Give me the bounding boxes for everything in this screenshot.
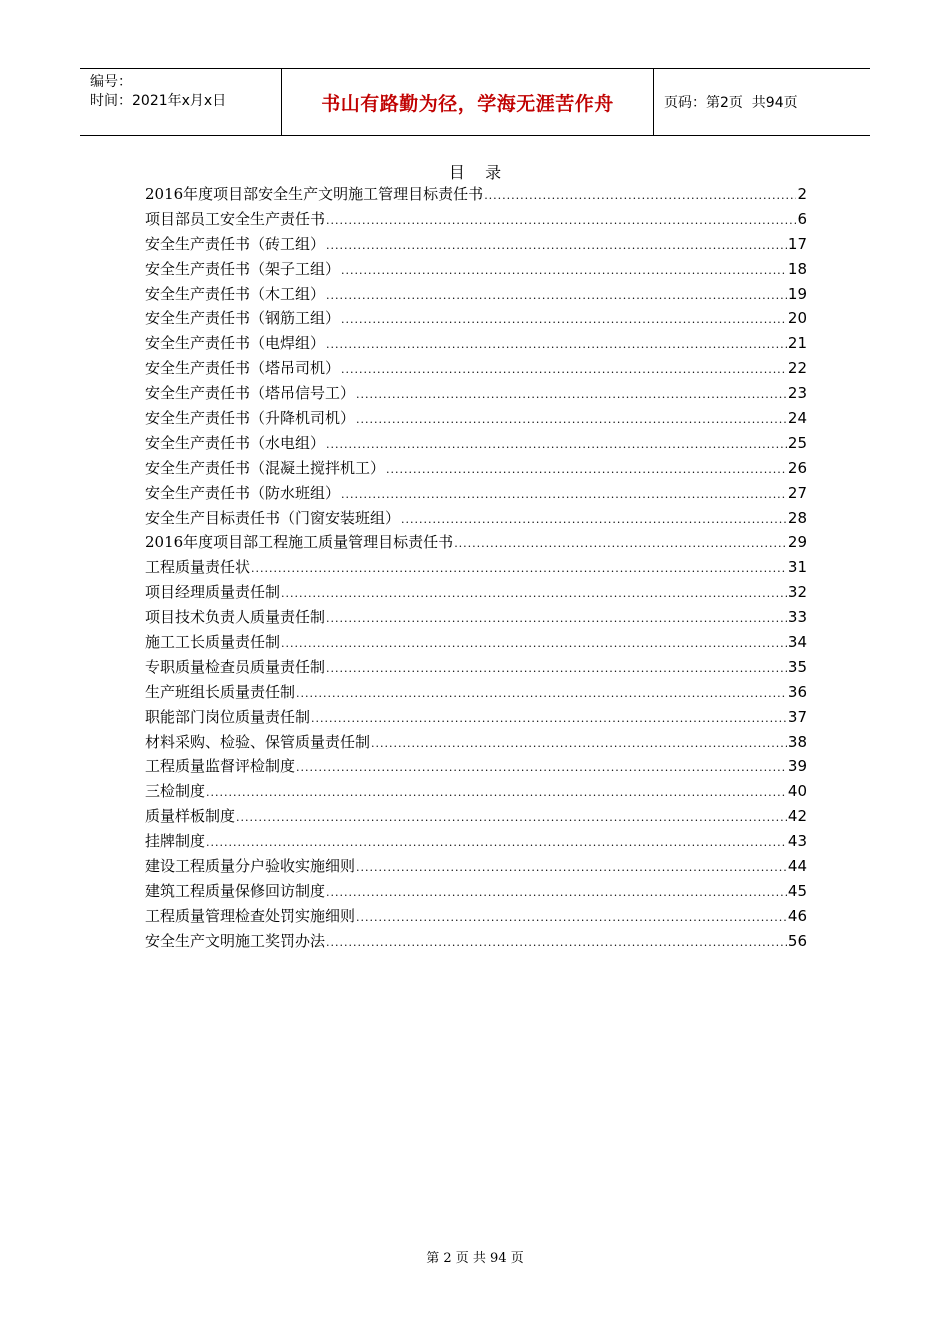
toc-entry-title: 三检制度 [145,782,206,801]
toc-entry-title: 安全生产目标责任书（门窗安装班组） [145,508,401,527]
toc-entry[interactable] [145,456,807,481]
toc-entry-page: 35 [787,657,807,676]
toc-entry-title: 项目部员工安全生产责任书 [145,209,326,228]
toc-entry-title: 安全生产责任书（升降机司机） [145,409,356,428]
toc-entry-page: 42 [787,807,807,826]
toc-entry-title: 项目技术负责人质量责任制 [145,608,326,627]
toc-entry[interactable] [145,730,807,755]
toc-entry[interactable] [145,232,807,257]
toc-dot-leader [326,234,787,259]
toc-entry[interactable] [145,754,807,779]
toc-entry-page: 17 [787,234,807,253]
toc-entry[interactable] [145,282,807,307]
toc-entry-page: 28 [787,508,807,527]
toc-entry-page: 22 [787,359,807,378]
toc-entry[interactable] [145,406,807,431]
toc-entry[interactable] [145,804,807,829]
toc-dot-leader [326,433,787,458]
header-page-info [654,69,870,135]
toc-entry-page: 56 [787,931,807,950]
toc-dot-leader [251,557,787,582]
toc-entry[interactable] [145,680,807,705]
toc-dot-leader [281,632,787,657]
toc-entry-page: 34 [787,633,807,652]
toc-entry[interactable] [145,306,807,331]
toc-dot-leader [356,906,787,931]
toc-entry[interactable] [145,431,807,456]
toc-dot-leader [326,284,787,309]
toc-entry-page: 6 [797,209,807,228]
toc-entry-title: 安全生产责任书（水电组） [145,433,326,452]
toc-entry-page: 39 [787,757,807,776]
toc-dot-leader [371,732,787,757]
toc-entry-page: 33 [787,608,807,627]
toc-entry-title: 工程质量管理检查处罚实施细则 [145,906,356,925]
toc-dot-leader [454,532,787,557]
toc-entry-page: 24 [787,409,807,428]
toc-entry[interactable] [145,331,807,356]
toc-dot-leader [326,657,787,682]
toc-dot-leader [341,259,787,284]
toc-entry-page: 45 [787,881,807,900]
toc-dot-leader [296,682,787,707]
table-of-contents [145,182,807,954]
toc-dot-leader [326,607,787,632]
toc-entry-title: 安全生产责任书（砖工组） [145,234,326,253]
toc-entry[interactable] [145,580,807,605]
toc-entry-page: 36 [787,682,807,701]
toc-title-text: 目 录 [448,163,502,182]
toc-dot-leader [386,458,787,483]
toc-entry-title: 工程质量监督评检制度 [145,757,296,776]
toc-entry[interactable] [145,207,807,232]
toc-dot-leader [326,931,787,956]
toc-entry-page: 40 [787,782,807,801]
toc-entry[interactable] [145,356,807,381]
toc-entry[interactable] [145,630,807,655]
toc-dot-leader [311,707,787,732]
toc-dot-leader [326,333,787,358]
toc-entry-title: 质量样板制度 [145,807,236,826]
header-meta [80,69,282,135]
toc-dot-leader [341,483,787,508]
toc-entry[interactable] [145,929,807,954]
toc-entry-page: 31 [787,558,807,577]
toc-entry-page: 19 [787,284,807,303]
toc-dot-leader [206,781,787,806]
toc-entry-title: 2016年度项目部工程施工质量管理目标责任书 [145,533,454,552]
header-page-info-text: 页码：第2页 共94页 [664,95,798,111]
toc-entry-title: 项目经理质量责任制 [145,583,281,602]
toc-entry-title: 建设工程质量分户验收实施细则 [145,857,356,876]
toc-dot-leader [236,806,787,831]
toc-entry[interactable] [145,506,807,531]
toc-entry-title: 安全生产责任书（混凝土搅拌机工） [145,458,386,477]
toc-entry-title: 安全生产责任书（钢筋工组） [145,309,341,328]
toc-dot-leader [341,308,787,333]
toc-entry-title: 工程质量责任状 [145,558,251,577]
toc-entry-title: 安全生产文明施工奖罚办法 [145,931,326,950]
toc-entry[interactable] [145,381,807,406]
toc-entry-title: 安全生产责任书（架子工组） [145,259,341,278]
toc-entry-title: 材料采购、检验、保管质量责任制 [145,732,371,751]
toc-dot-leader [356,856,787,881]
toc-entry-page: 26 [787,458,807,477]
toc-entry-page: 46 [787,906,807,925]
toc-entry[interactable] [145,879,807,904]
toc-entry-page: 18 [787,259,807,278]
document-number-label: 编号： [90,74,132,90]
toc-dot-leader [281,582,787,607]
toc-entry-page: 38 [787,732,807,751]
toc-title [0,160,950,183]
toc-entry[interactable] [145,829,807,854]
toc-entry[interactable] [145,854,807,879]
header-motto: 书山有路勤为径，学海无涯苦作舟 [282,69,654,135]
page-header [80,68,870,136]
toc-dot-leader [326,881,787,906]
toc-dot-leader [356,383,787,408]
toc-entry-title: 挂牌制度 [145,832,206,851]
toc-entry-page: 44 [787,857,807,876]
toc-entry-page: 2 [797,185,807,203]
toc-dot-leader [356,408,787,433]
toc-entry[interactable] [145,904,807,929]
toc-entry[interactable] [145,182,807,207]
toc-entry[interactable] [145,705,807,730]
toc-dot-leader [484,184,796,209]
toc-dot-leader [401,508,787,533]
toc-entry-page: 25 [787,433,807,452]
toc-entry-title: 安全生产责任书（木工组） [145,284,326,303]
toc-entry[interactable] [145,481,807,506]
toc-dot-leader [326,209,796,234]
document-time-label: 时间：2021年x月x日 [90,93,227,109]
footer-page-number: 第 2 页 共 94 页 [426,1251,524,1266]
toc-entry-page: 23 [787,384,807,403]
toc-dot-leader [206,831,787,856]
toc-entry-title: 安全生产责任书（塔吊信号工） [145,384,356,403]
toc-entry[interactable] [145,779,807,804]
toc-entry-page: 27 [787,483,807,502]
toc-entry-title: 安全生产责任书（电焊组） [145,334,326,353]
toc-entry[interactable] [145,555,807,580]
toc-entry-page: 37 [787,707,807,726]
toc-entry-page: 20 [787,309,807,328]
toc-dot-leader [296,756,787,781]
toc-entry-title: 安全生产责任书（塔吊司机） [145,359,341,378]
toc-entry[interactable] [145,655,807,680]
toc-entry-title: 建筑工程质量保修回访制度 [145,881,326,900]
toc-entry-title: 2016年度项目部安全生产文明施工管理目标责任书 [145,185,484,203]
toc-entry-page: 43 [787,832,807,851]
toc-entry-title: 施工工长质量责任制 [145,633,281,652]
toc-entry-page: 32 [787,583,807,602]
toc-entry-page: 29 [787,533,807,552]
toc-entry[interactable] [145,605,807,630]
toc-dot-leader [341,358,787,383]
toc-entry-title: 专职质量检查员质量责任制 [145,657,326,676]
toc-entry-page: 21 [787,334,807,353]
toc-entry-title: 职能部门岗位质量责任制 [145,707,311,726]
toc-entry[interactable] [145,530,807,555]
toc-entry-title: 生产班组长质量责任制 [145,682,296,701]
page-footer [0,1247,950,1266]
toc-entry[interactable] [145,257,807,282]
toc-entry-title: 安全生产责任书（防水班组） [145,483,341,502]
